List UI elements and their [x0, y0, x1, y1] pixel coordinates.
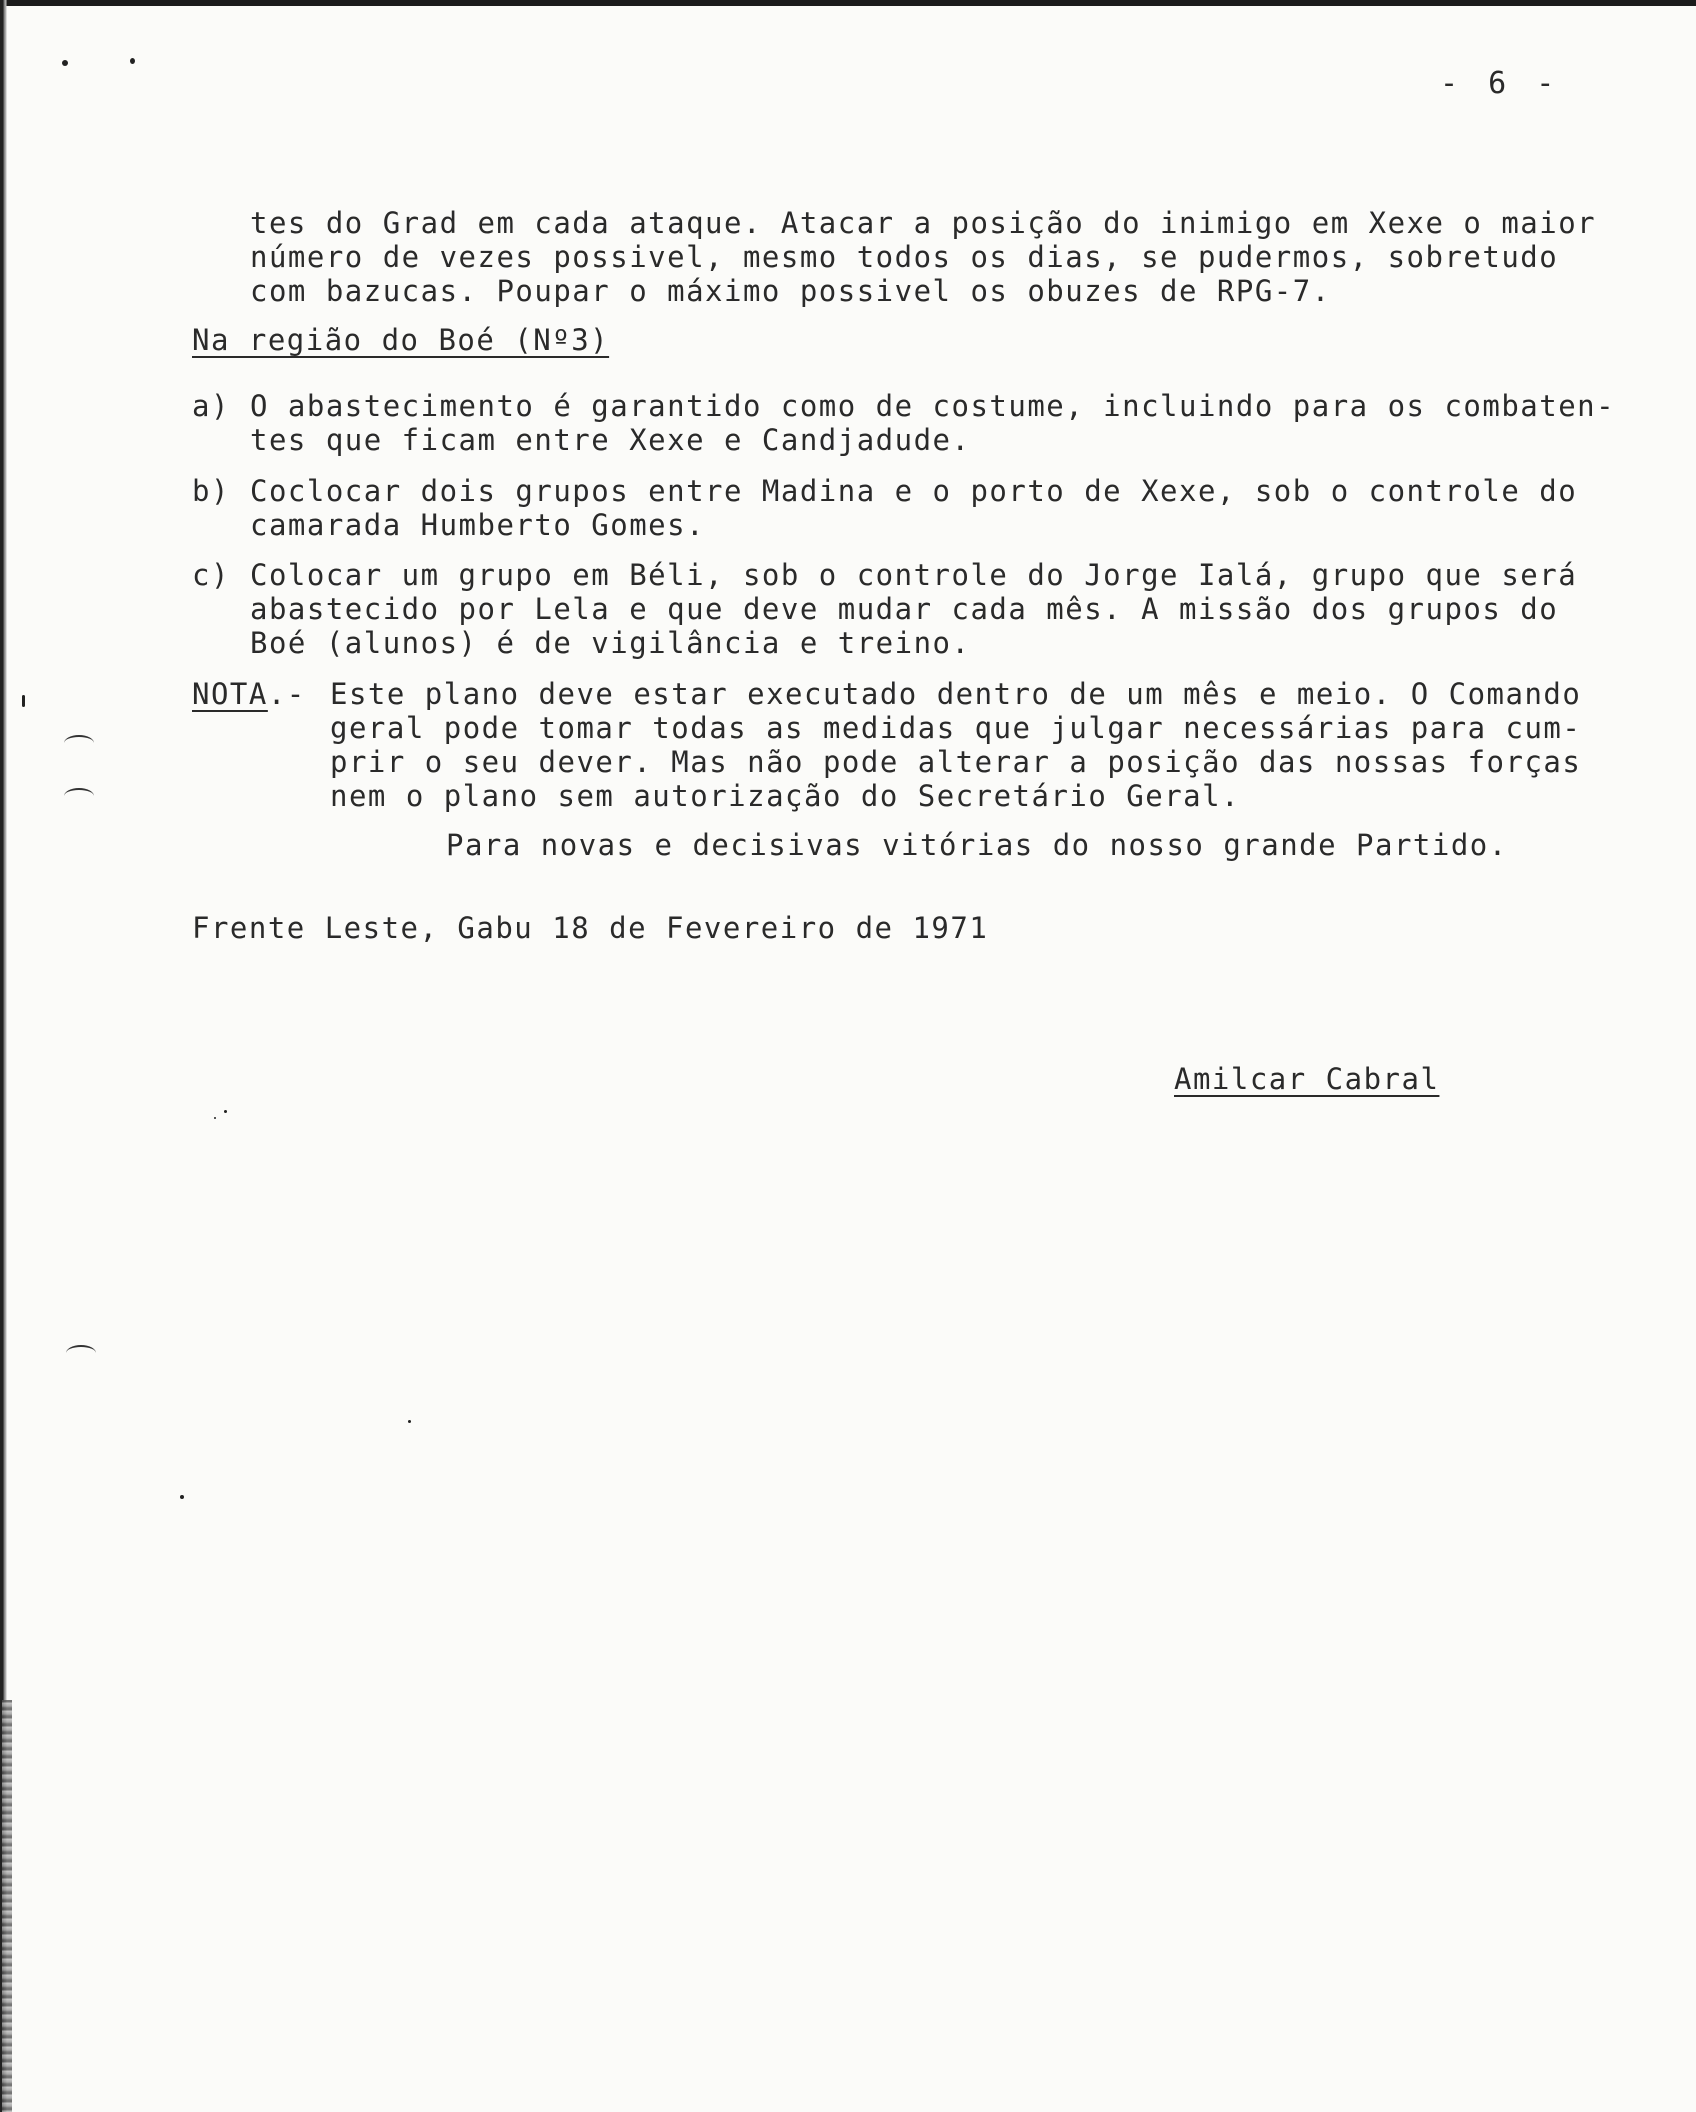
scan-speck — [62, 60, 68, 66]
list-item-line: Colocar um grupo em Béli, sob o controle do Jorge Ialá, grupo que será — [250, 558, 1578, 592]
list-item-line: Boé (alunos) é de vigilância e treino. — [250, 626, 971, 660]
page-number: - 6 - — [1440, 66, 1561, 101]
list-item-marker: a) — [192, 389, 230, 423]
nota-line: geral pode tomar todas as medidas que julgar necessárias para cum- — [330, 711, 1582, 745]
list-item-line: abastecido por Lela e que deve mudar cada mês. A missão dos grupos do — [250, 592, 1559, 626]
list-item-line: tes que ficam entre Xexe e Candjadude. — [250, 423, 971, 457]
list-item-marker: b) — [192, 474, 230, 508]
scan-speck — [180, 1495, 184, 1499]
punch-hole-mark — [64, 788, 94, 804]
scan-speck — [408, 1420, 411, 1423]
scan-speck — [224, 1110, 227, 1113]
scan-edge-noise — [2, 1700, 12, 2112]
closing-line: Para novas e decisivas vitórias do nosso grande Partido. — [446, 828, 1508, 862]
continuation-line: com bazucas. Poupar o máximo possivel os obuzes de RPG-7. — [250, 274, 1331, 308]
punch-hole-mark — [64, 735, 94, 751]
list-item-line: camarada Humberto Gomes. — [250, 508, 706, 542]
continuation-line: tes do Grad em cada ataque. Atacar a posição do inimigo em Xexe o maior — [250, 206, 1597, 240]
list-item-line: Coclocar dois grupos entre Madina e o porto de Xexe, sob o controle do — [250, 474, 1578, 508]
scan-top-border — [0, 0, 1696, 6]
nota-label: NOTA — [192, 677, 268, 711]
signature: Amilcar Cabral — [1174, 1062, 1440, 1096]
nota-suffix: .- — [267, 677, 306, 711]
punch-hole-mark — [66, 1345, 96, 1361]
place-date: Frente Leste, Gabu 18 de Fevereiro de 1971 — [192, 911, 989, 945]
scan-speck — [214, 1117, 216, 1119]
nota-line: nem o plano sem autorização do Secretário Geral. — [330, 779, 1241, 813]
section-heading: Na região do Boé (Nº3) — [192, 323, 610, 357]
nota-line: Este plano deve estar executado dentro de um mês e meio. O Comando — [330, 677, 1582, 711]
continuation-line: número de vezes possivel, mesmo todos os dias, se pudermos, sobretudo — [250, 240, 1559, 274]
nota-label-block — [192, 677, 306, 711]
scan-speck — [130, 58, 135, 64]
list-item-marker: c) — [192, 558, 230, 592]
scan-speck — [22, 695, 25, 707]
list-item-line: O abastecimento é garantido como de costume, incluindo para os combaten- — [250, 389, 1616, 423]
nota-line: prir o seu dever. Mas não pode alterar a posição das nossas forças — [330, 745, 1582, 779]
